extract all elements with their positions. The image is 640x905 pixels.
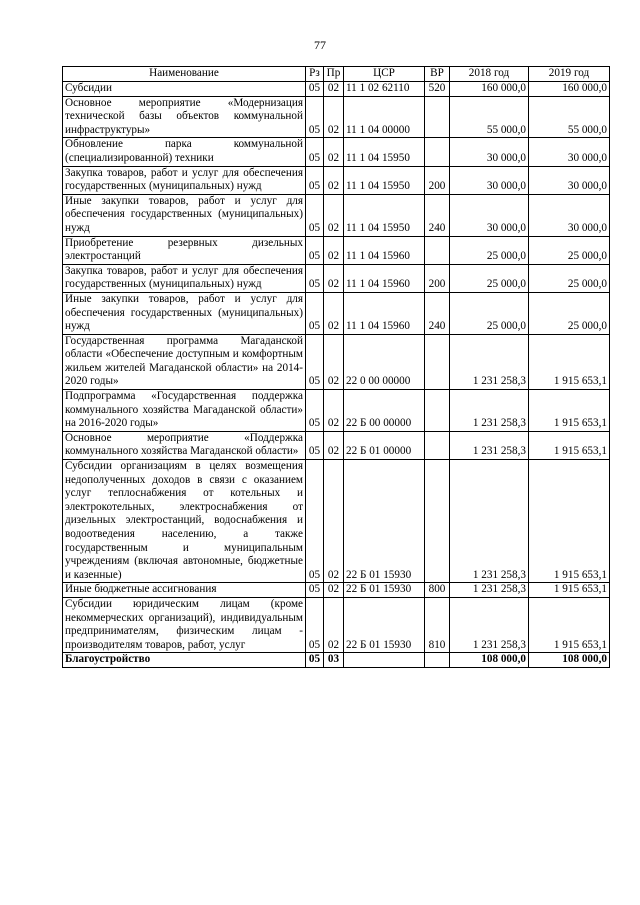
table-row (63, 264, 610, 292)
table-row (63, 597, 610, 652)
col-header-pr: Пр (324, 67, 344, 82)
table-row (63, 653, 610, 668)
cell-vr (425, 431, 450, 459)
cell-csr: 22 Б 01 00000 (344, 431, 425, 459)
cell-vr: 810 (425, 597, 450, 652)
cell-pr: 02 (324, 597, 344, 652)
col-header-name: Наименование (63, 67, 306, 82)
cell-2018: 30 000,0 (450, 194, 529, 236)
cell-pr: 02 (324, 236, 344, 264)
table-row (63, 96, 610, 138)
cell-vr: 240 (425, 292, 450, 334)
budget-table (62, 66, 610, 668)
cell-vr (425, 96, 450, 138)
cell-2018: 25 000,0 (450, 236, 529, 264)
cell-csr: 22 Б 01 15930 (344, 460, 425, 583)
cell-2019: 160 000,0 (529, 82, 610, 97)
cell-name: Благоустройство (63, 653, 306, 668)
cell-csr: 11 1 04 15960 (344, 292, 425, 334)
cell-2018: 160 000,0 (450, 82, 529, 97)
table-row (63, 334, 610, 389)
cell-2019: 108 000,0 (529, 653, 610, 668)
cell-2018: 1 231 258,3 (450, 460, 529, 583)
col-header-2018: 2018 год (450, 67, 529, 82)
cell-pr: 02 (324, 292, 344, 334)
cell-csr: 11 1 04 15960 (344, 236, 425, 264)
cell-2018: 1 231 258,3 (450, 431, 529, 459)
cell-vr (425, 334, 450, 389)
cell-csr: 11 1 04 15950 (344, 194, 425, 236)
cell-csr: 11 1 04 15950 (344, 138, 425, 166)
cell-rz: 05 (306, 597, 324, 652)
table-row (63, 431, 610, 459)
cell-pr: 02 (324, 390, 344, 432)
cell-2018: 1 231 258,3 (450, 390, 529, 432)
cell-vr (425, 460, 450, 583)
cell-rz: 05 (306, 264, 324, 292)
cell-name: Обновление парка коммунальной (специализированной) техники (63, 138, 306, 166)
cell-rz: 05 (306, 138, 324, 166)
cell-2018: 30 000,0 (450, 138, 529, 166)
cell-name: Закупка товаров, работ и услуг для обеспечения государственных (муниципальных) нужд (63, 264, 306, 292)
cell-vr (425, 653, 450, 668)
cell-rz: 05 (306, 653, 324, 668)
cell-pr: 02 (324, 334, 344, 389)
cell-name: Основное мероприятие «Модернизация технической базы объектов коммунальной инфраструктуры» (63, 96, 306, 138)
cell-rz: 05 (306, 334, 324, 389)
table-row (63, 194, 610, 236)
cell-csr: 22 0 00 00000 (344, 334, 425, 389)
cell-vr: 520 (425, 82, 450, 97)
cell-2019: 1 915 653,1 (529, 334, 610, 389)
cell-pr: 02 (324, 583, 344, 598)
cell-rz: 05 (306, 292, 324, 334)
cell-csr: 22 Б 00 00000 (344, 390, 425, 432)
cell-rz: 05 (306, 460, 324, 583)
cell-2019: 30 000,0 (529, 138, 610, 166)
cell-name: Иные бюджетные ассигнования (63, 583, 306, 598)
col-header-vr: ВР (425, 67, 450, 82)
cell-csr: 22 Б 01 15930 (344, 583, 425, 598)
table-row (63, 583, 610, 598)
cell-name: Субсидии юридическим лицам (кроме некоммерческих организаций), индивидуальным предпринимателям, физическим лицам - производителям товаров, работ, услуг (63, 597, 306, 652)
cell-pr: 02 (324, 460, 344, 583)
col-header-csr: ЦСР (344, 67, 425, 82)
cell-rz: 05 (306, 194, 324, 236)
cell-2018: 1 231 258,3 (450, 334, 529, 389)
cell-vr: 200 (425, 264, 450, 292)
cell-name: Подпрограмма «Государственная поддержка коммунального хозяйства Магаданской области» на 2016-2020 годы» (63, 390, 306, 432)
cell-name: Иные закупки товаров, работ и услуг для обеспечения государственных (муниципальных) нужд (63, 194, 306, 236)
cell-vr: 800 (425, 583, 450, 598)
cell-name: Закупка товаров, работ и услуг для обеспечения государственных (муниципальных) нужд (63, 166, 306, 194)
cell-rz: 05 (306, 583, 324, 598)
cell-2019: 55 000,0 (529, 96, 610, 138)
cell-2018: 55 000,0 (450, 96, 529, 138)
cell-2018: 1 231 258,3 (450, 597, 529, 652)
table-row (63, 138, 610, 166)
cell-vr (425, 138, 450, 166)
cell-pr: 02 (324, 264, 344, 292)
cell-2019: 1 915 653,1 (529, 583, 610, 598)
cell-name: Субсидии (63, 82, 306, 97)
col-header-2019: 2019 год (529, 67, 610, 82)
cell-2019: 1 915 653,1 (529, 431, 610, 459)
cell-name: Государственная программа Магаданской области «Обеспечение доступным и комфортным жильем жителей Магаданской области» на 2014-2020 годы» (63, 334, 306, 389)
cell-csr (344, 653, 425, 668)
cell-rz: 05 (306, 96, 324, 138)
cell-name: Приобретение резервных дизельных электростанций (63, 236, 306, 264)
cell-csr: 11 1 04 00000 (344, 96, 425, 138)
cell-rz: 05 (306, 431, 324, 459)
cell-pr: 02 (324, 138, 344, 166)
cell-rz: 05 (306, 390, 324, 432)
table-row (63, 82, 610, 97)
col-header-rz: Рз (306, 67, 324, 82)
cell-pr: 02 (324, 194, 344, 236)
cell-2018: 30 000,0 (450, 166, 529, 194)
page-number: 77 (314, 38, 326, 52)
cell-csr: 22 Б 01 15930 (344, 597, 425, 652)
cell-rz: 05 (306, 166, 324, 194)
cell-2019: 1 915 653,1 (529, 460, 610, 583)
cell-name: Основное мероприятие «Поддержка коммунального хозяйства Магаданской области» (63, 431, 306, 459)
cell-pr: 02 (324, 166, 344, 194)
cell-pr: 03 (324, 653, 344, 668)
table-row (63, 460, 610, 583)
table-row (63, 390, 610, 432)
cell-2018: 25 000,0 (450, 264, 529, 292)
cell-2019: 25 000,0 (529, 264, 610, 292)
table-row (63, 292, 610, 334)
cell-vr: 200 (425, 166, 450, 194)
table-header (63, 67, 610, 82)
cell-pr: 02 (324, 431, 344, 459)
cell-name: Субсидии организациям в целях возмещения недополученных доходов в связи с оказанием услуг теплоснабжения от котельных и электрокотельных, электроснабжения от дизельных электростанций, водоснабжения и водоотведения населению, а также государственным и муниципальным учреждениям (включая автономные, бюджетные и казенные) (63, 460, 306, 583)
cell-2018: 25 000,0 (450, 292, 529, 334)
cell-2019: 1 915 653,1 (529, 390, 610, 432)
cell-vr (425, 390, 450, 432)
table-row (63, 236, 610, 264)
cell-2019: 30 000,0 (529, 194, 610, 236)
cell-2019: 1 915 653,1 (529, 597, 610, 652)
cell-csr: 11 1 04 15950 (344, 166, 425, 194)
cell-2018: 108 000,0 (450, 653, 529, 668)
cell-2019: 30 000,0 (529, 166, 610, 194)
cell-name: Иные закупки товаров, работ и услуг для обеспечения государственных (муниципальных) нужд (63, 292, 306, 334)
table-row (63, 166, 610, 194)
cell-vr (425, 236, 450, 264)
table-body (63, 82, 610, 668)
cell-2019: 25 000,0 (529, 292, 610, 334)
cell-2018: 1 231 258,3 (450, 583, 529, 598)
cell-csr: 11 1 04 15960 (344, 264, 425, 292)
cell-rz: 05 (306, 82, 324, 97)
cell-2019: 25 000,0 (529, 236, 610, 264)
cell-pr: 02 (324, 82, 344, 97)
cell-vr: 240 (425, 194, 450, 236)
cell-pr: 02 (324, 96, 344, 138)
cell-rz: 05 (306, 236, 324, 264)
cell-csr: 11 1 02 62110 (344, 82, 425, 97)
